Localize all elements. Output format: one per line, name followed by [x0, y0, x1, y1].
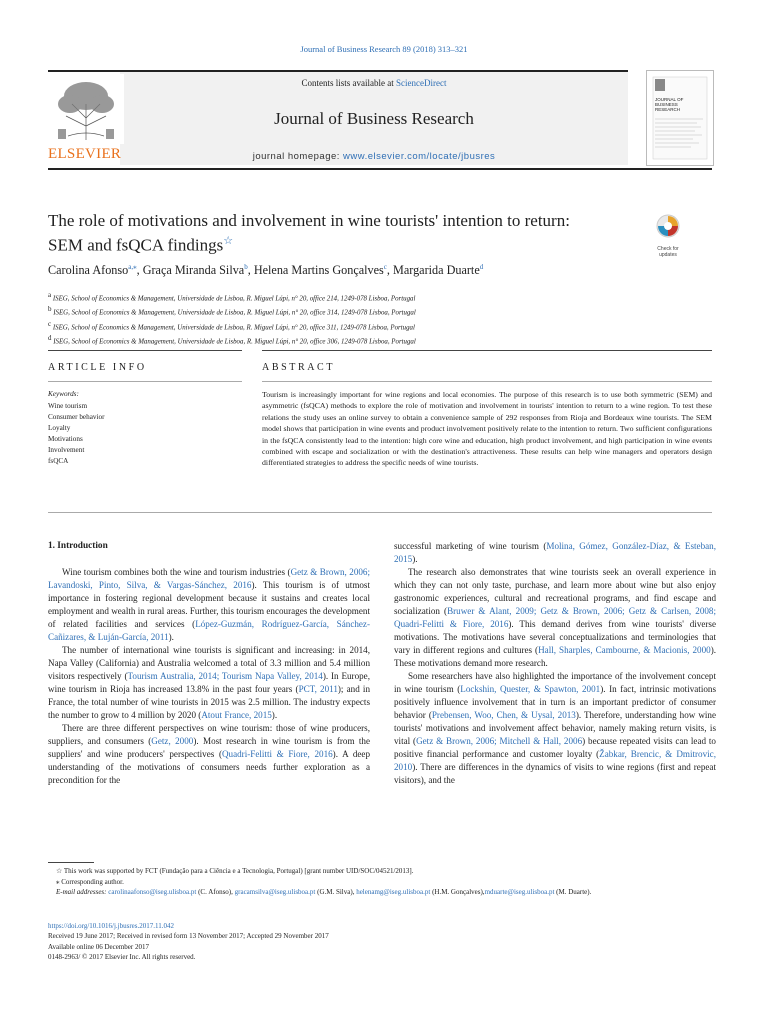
- author-separator: ,: [136, 263, 143, 278]
- body-text: ). A deep understanding of the motivations of consumers needs further exploration as a precondition for the: [48, 749, 370, 785]
- citation-link[interactable]: López-Guzmán, Rodríguez-García, Sánchez-Cañizares, & Luján-García, 2011: [48, 619, 370, 642]
- cover-title-1: JOURNAL OF: [655, 97, 684, 102]
- keyword-item: Motivations: [48, 435, 83, 443]
- author-name[interactable]: Helena Martins Gonçalves: [253, 263, 384, 278]
- title-footnote-mark[interactable]: ☆: [223, 235, 234, 247]
- keyword-item: Loyalty: [48, 424, 71, 432]
- citation-link[interactable]: Žabkar, Brencic, & Dmitrovic, 2010: [394, 749, 716, 772]
- received-dates: Received 19 June 2017; Received in revised form 13 November 2017; Accepted 29 November 2017: [48, 932, 329, 941]
- affiliations: [48, 290, 708, 347]
- author-list: [48, 263, 708, 278]
- funding-footnote: [48, 866, 712, 877]
- body-paragraph: [394, 566, 716, 670]
- author-separator: ,: [247, 263, 254, 278]
- body-text: ).: [168, 632, 174, 642]
- affiliation-item: [48, 290, 708, 304]
- author-separator: ,: [386, 263, 393, 278]
- cover-title-3: RESEARCH: [655, 107, 681, 112]
- citation-link[interactable]: Getz & Brown, 2006; Mitchell & Hall, 2006: [416, 736, 583, 746]
- body-text: The research also demonstrates that wine tourists seek an overall experience in which they can not only taste, purchase, and learn more about wine but also enjoy gastronomic experiences, cultural and recreational programs, and find escape and socialization (: [394, 567, 716, 616]
- journal-cover-thumbnail[interactable]: [646, 70, 714, 166]
- citation-link[interactable]: Hall, Sharples, Cambourne, & Macionis, 2000: [538, 645, 711, 655]
- affiliation-mark: d: [48, 333, 52, 342]
- email-footnote: [48, 887, 712, 898]
- corresponding-author-footnote: [48, 877, 712, 888]
- abstract-heading: ABSTRACT: [262, 362, 336, 373]
- body-paragraph: [394, 670, 716, 787]
- author-name[interactable]: Graça Miranda Silva: [142, 263, 245, 278]
- keywords-label: Keywords:: [48, 390, 79, 398]
- affiliation-mark: b: [48, 305, 52, 314]
- homepage-prefix: journal homepage:: [252, 151, 344, 162]
- citation-link[interactable]: Getz, 2000: [151, 736, 194, 746]
- body-column-right: [394, 540, 716, 787]
- body-paragraph: [48, 644, 370, 722]
- journal-cover-image: [647, 71, 713, 165]
- keyword-item: fsQCA: [48, 457, 69, 465]
- abstract-rule: [262, 350, 712, 351]
- email-owner: (H.M. Gonçalves),: [430, 888, 485, 896]
- citation-link[interactable]: Atout France, 2015: [201, 710, 272, 720]
- email-owner: (C. Afonso),: [196, 888, 235, 896]
- author-name[interactable]: Carolina Afonso: [48, 263, 129, 278]
- citation-link[interactable]: Bruwer & Alant, 2009; Getz & Brown, 2006; Getz & Carlsen, 2008; Quadri-Felitti & Fiore, 2016: [394, 606, 717, 629]
- affiliation-text: ISEG, School of Economics & Management, Universidade de Lisboa, R. Miguel Lúpi, n° 20, office 314, 1249-078 Lisboa, Portugal: [51, 309, 416, 317]
- body-text: Wine tourism combines both the wine and tourism industries (: [62, 567, 291, 577]
- footnotes: [48, 866, 712, 898]
- email-link[interactable]: carolinaafonso@iseg.ulisboa.pt: [108, 888, 197, 896]
- body-text: ).: [271, 710, 278, 720]
- section-heading-introduction: 1. Introduction: [48, 541, 108, 551]
- affiliation-item: [48, 304, 708, 318]
- journal-reference[interactable]: [0, 44, 768, 54]
- journal-reference-link[interactable]: Journal of Business Research 89 (2018) 313–321: [300, 44, 468, 54]
- footnote-rule: [48, 862, 94, 863]
- citation-link[interactable]: Molina, Gómez, González-Díaz, & Esteban, 2015: [394, 541, 716, 564]
- body-paragraph: [48, 722, 370, 787]
- body-text: ). In Europe, wine tourism in Rioja has increased 13.8% in the past four years (: [48, 671, 370, 694]
- email-owner: (M. Duarte).: [554, 888, 592, 896]
- email-link[interactable]: mduarte@iseg.ulisboa.pt: [484, 888, 555, 896]
- body-text: ). In fact, intrinsic motivations positively influence involvement that in turn is an important predictor of consumer behavior (: [394, 684, 716, 720]
- email-label: E-mail addresses:: [56, 888, 107, 896]
- body-text: ). Most research in wine tourism is from the suppliers' and wine producers' perspectives (: [48, 736, 370, 759]
- email-link[interactable]: gracamsilva@iseg.ulisboa.pt: [234, 888, 316, 896]
- keyword-item: Consumer behavior: [48, 413, 105, 421]
- journal-homepage: [120, 151, 628, 162]
- citation-link[interactable]: Prebensen, Woo, Chen, & Uysal, 2013: [431, 710, 576, 720]
- citation-link[interactable]: Quadri-Felitti & Fiore, 2016: [221, 749, 333, 759]
- citation-link[interactable]: Tourism Australia, 2014; Tourism Napa Valley, 2014: [127, 671, 323, 681]
- affiliation-mark: a: [48, 291, 52, 299]
- check-for-updates-label: Check for updates: [657, 246, 679, 258]
- email-link[interactable]: helenamg@iseg.ulisboa.pt: [356, 888, 431, 896]
- affiliation-item: [48, 319, 708, 333]
- funding-text: This work was supported by FCT (Fundação para a Ciência e a Tecnologia, Portugal) [grant number UID/SOC/04521/2013].: [63, 867, 414, 875]
- abstract-end-rule: [48, 512, 712, 513]
- journal-title: Journal of Business Research: [274, 109, 474, 128]
- abstract-subrule: [262, 381, 712, 382]
- citation-link[interactable]: PCT, 2011: [298, 684, 338, 694]
- body-text: ). This demand derives from wine tourists' diverse motivations. The motivations have several conceptualizations and terminologies that vary in different regions and cultures (: [394, 619, 717, 655]
- body-column-left: [48, 540, 370, 787]
- contents-prefix: Contents lists available at: [301, 78, 396, 88]
- article-info-heading: ARTICLE INFO: [48, 362, 147, 373]
- corresponding-mark: ⁎: [56, 877, 60, 886]
- publication-info: [48, 921, 712, 962]
- author-name[interactable]: Margarida Duarte: [392, 263, 480, 278]
- doi-link[interactable]: https://doi.org/10.1016/j.jbusres.2017.11.042: [48, 922, 175, 930]
- article-title: [48, 210, 608, 256]
- affiliation-text: ISEG, School of Economics & Management, Universidade de Lisboa, R. Miguel Lúpi, n° 20, office 306, 1249-078 Lisboa, Portugal: [51, 338, 416, 346]
- body-text: ). There are differences in the dynamics of visits to wine regions (first and repeat visitors), and the: [394, 762, 716, 785]
- citation-link[interactable]: Lockshin, Quester, & Spawton, 2001: [460, 684, 601, 694]
- homepage-link[interactable]: www.elsevier.com/locate/jbusres: [343, 151, 496, 162]
- affiliation-mark: c: [48, 319, 52, 328]
- abstract-text: Tourism is increasingly important for wine regions and local economies. The purpose of this research is to use both symmetric (SEM) and asymmetric (fsQCA) methods to explore the role of motivation and involvement in tourists' intention to return to a wine region. To test these relations the study uses an online survey to obtain a convenience sample of 292 responses from Rioja and Bordeaux wine tourists. The SEM model shows that participation in wine events and product involvement positively relate to the intention to return. Two sufficient configurations in the fsQCA consistently lead to the intention: high core wine and education, high product involvement, and high participation in wine events combined with escape and socialization or with the destination's attractiveness. These results can help wine managers and operators design differentiated strategies to address the specific needs of wine tourists.: [262, 390, 712, 468]
- body-paragraph: [394, 540, 716, 566]
- keyword-item: Wine tourism: [48, 402, 88, 410]
- body-paragraph: [48, 566, 370, 644]
- author-affiliation-mark[interactable]: c: [383, 263, 387, 271]
- author-affiliation-mark[interactable]: d: [479, 263, 484, 271]
- author-affiliation-mark[interactable]: b: [244, 263, 248, 271]
- contents-line: [120, 78, 628, 88]
- cover-title-2: BUSINESS: [655, 102, 678, 107]
- body-text: ) because repeated visits can lead to positive financial performance and customer loyalty (: [394, 736, 716, 759]
- sciencedirect-link[interactable]: ScienceDirect: [396, 78, 447, 88]
- crossmark-icon: [650, 213, 686, 241]
- publisher-wordmark: ELSEVIER: [48, 146, 122, 162]
- body-text: There are three different perspectives on wine tourism: those of wine producers, suppliers, and consumers (: [48, 723, 370, 746]
- article-title-text: The role of motivations and involvement in wine tourists' intention to return: SEM and fsQCA findings: [48, 211, 570, 255]
- email-owner: (G.M. Silva),: [315, 888, 357, 896]
- citation-link[interactable]: Getz & Brown, 2006; Lavandoski, Pinto, Silva, & Vargas-Sánchez, 2016: [48, 567, 370, 590]
- body-text: ).: [412, 554, 418, 564]
- body-text: The number of international wine tourists is significant and increasing: in 2014, Napa Valley (California) and Australia welcomed a total of 3.3 million and 5.4 million visitors respectively (: [48, 645, 370, 681]
- header-bottom-rule: [48, 168, 712, 170]
- body-text: ). This tourism is of utmost importance in fostering regional development because it sustains and creates local employment and wealth in rural areas. Further, this tourism encourages the development of related facilities and services (: [48, 580, 370, 629]
- author-affiliation-mark[interactable]: a,⁎: [128, 263, 137, 271]
- body-text: ). These motivations demand more research.: [394, 645, 717, 668]
- body-text: ). Therefore, understanding how wine tourists' motivations and involvement affect behavior, namely making return visits, is vital (: [394, 710, 716, 746]
- keyword-item: Involvement: [48, 446, 85, 454]
- body-text: Some researchers have also highlighted the importance of the involvement concept in wine tourism (: [394, 671, 716, 694]
- copyright: 0148-2963/ © 2017 Elsevier Inc. All rights reserved.: [48, 952, 196, 961]
- affiliation-item: [48, 333, 708, 347]
- body-text: successful marketing of wine tourism (: [394, 541, 547, 551]
- affiliation-text: ISEG, School of Economics & Management, Universidade de Lisboa, R. Miguel Lúpi, n° 20, office 214, 1249-078 Lisboa, Portugal: [51, 295, 416, 303]
- body-text: ); and in France, the total number of wine tourists in 2015 was 2.5 million. The industry expects the number to grow to 4 million by 2020 (: [48, 684, 370, 720]
- check-for-updates-button[interactable]: [650, 213, 686, 258]
- corresponding-text: Corresponding author.: [61, 877, 124, 886]
- article-info-subrule: [48, 381, 242, 382]
- article-info-rule: [48, 350, 242, 351]
- funding-mark: ☆: [56, 867, 63, 875]
- available-online: Available online 06 December 2017: [48, 942, 149, 951]
- keywords-list: [48, 401, 105, 467]
- affiliation-text: ISEG, School of Economics & Management, Universidade de Lisboa, R. Miguel Lúpi, n° 20, office 311, 1249-078 Lisboa, Portugal: [51, 323, 415, 331]
